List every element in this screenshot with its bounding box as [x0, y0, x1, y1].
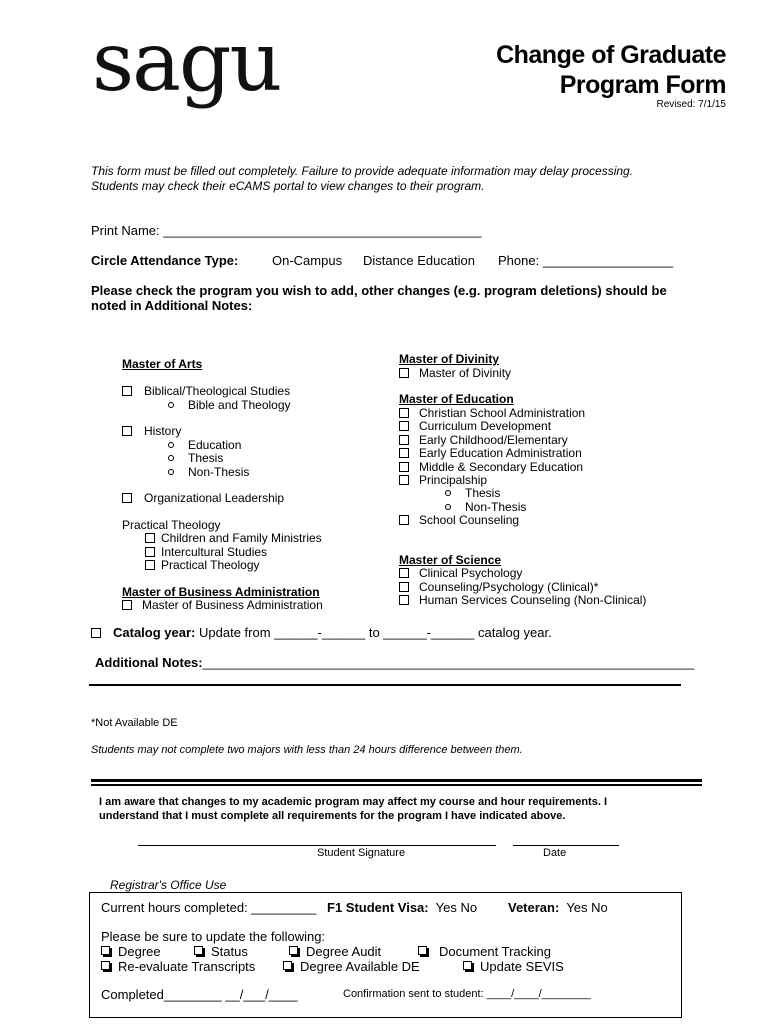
- circle-bullet-icon: [168, 402, 174, 408]
- update-status[interactable]: Status: [194, 944, 248, 959]
- checkbox-icon[interactable]: [399, 595, 409, 605]
- update-document-tracking[interactable]: Document Tracking: [418, 944, 551, 959]
- checkbox-icon[interactable]: [289, 946, 298, 955]
- update-degree-audit[interactable]: Degree Audit: [289, 944, 381, 959]
- option-school-counseling[interactable]: School Counseling: [399, 513, 519, 527]
- option-children-family[interactable]: Children and Family Ministries: [145, 531, 322, 545]
- confirmation-field[interactable]: Confirmation sent to student: ____/____/________: [343, 988, 591, 1000]
- checkbox-icon[interactable]: [463, 961, 472, 970]
- checkbox-icon[interactable]: [399, 515, 409, 525]
- circle-bullet-icon: [168, 442, 174, 448]
- print-name-field[interactable]: Print Name: ____________________________________________: [91, 223, 482, 238]
- mba-heading: Master of Business Administration: [122, 585, 320, 599]
- form-title-line2: Program Form: [559, 71, 726, 99]
- catalog-year-label: Catalog year:: [113, 625, 196, 640]
- date-line[interactable]: [513, 845, 619, 846]
- attendance-label: Circle Attendance Type:: [91, 253, 239, 268]
- f1-visa-field[interactable]: [327, 900, 477, 915]
- date-label: Date: [543, 847, 567, 859]
- registrars-office-heading: Registrar's Office Use: [110, 878, 227, 892]
- instructions-line1: Please check the program you wish to add, other changes (e.g. program deletions) should be: [91, 283, 667, 298]
- checkbox-icon[interactable]: [145, 560, 155, 570]
- master-of-divinity-heading: Master of Divinity: [399, 352, 500, 366]
- signature-line[interactable]: [138, 845, 496, 846]
- option-principalship[interactable]: Principalship: [399, 473, 487, 487]
- checkbox-icon[interactable]: [91, 628, 101, 638]
- attendance-on-campus[interactable]: On-Campus: [272, 253, 343, 268]
- option-mba[interactable]: Master of Business Administration: [122, 598, 323, 612]
- option-human-services[interactable]: Human Services Counseling (Non-Clinical): [399, 593, 646, 607]
- checkbox-icon[interactable]: [145, 533, 155, 543]
- checkbox-icon[interactable]: [399, 435, 409, 445]
- sub-history-non-thesis: Non-Thesis: [168, 465, 249, 479]
- master-of-education-heading: Master of Education: [399, 392, 514, 406]
- checkbox-icon[interactable]: [418, 946, 427, 955]
- revised-date: Revised: 7/1/15: [656, 99, 726, 110]
- sub-principalship-non-thesis: Non-Thesis: [445, 500, 526, 514]
- checkbox-icon[interactable]: [122, 600, 132, 610]
- sub-history-thesis: Thesis: [168, 451, 223, 465]
- option-practical-theology[interactable]: Practical Theology: [145, 558, 260, 572]
- veteran-field[interactable]: [508, 900, 608, 915]
- additional-notes-line[interactable]: ____________________________________________________________________: [202, 655, 695, 670]
- sub-history-education: Education: [168, 438, 241, 452]
- option-curriculum[interactable]: Curriculum Development: [399, 419, 551, 433]
- footnote-not-available-de: *Not Available DE: [91, 717, 178, 729]
- acknowledgement-line2: understand that I must complete all requirements for the program I have indicated above.: [99, 810, 566, 822]
- checkbox-icon[interactable]: [399, 462, 409, 472]
- circle-bullet-icon: [168, 469, 174, 475]
- acknowledgement-line1: I am aware that changes to my academic program may affect my course and hour requirements. I: [99, 796, 608, 808]
- update-degree[interactable]: Degree: [101, 944, 161, 959]
- form-title-line1: Change of Graduate: [496, 41, 726, 69]
- option-early-childhood[interactable]: Early Childhood/Elementary: [399, 433, 568, 447]
- circle-bullet-icon: [168, 455, 174, 461]
- sub-bible-theology: Bible and Theology: [168, 398, 291, 412]
- practical-theology-heading: Practical Theology: [122, 518, 221, 532]
- student-signature-label: Student Signature: [317, 847, 406, 859]
- option-clinical-psych[interactable]: Clinical Psychology: [399, 566, 522, 580]
- option-intercultural[interactable]: Intercultural Studies: [145, 545, 267, 559]
- circle-bullet-icon: [445, 504, 451, 510]
- current-hours-field[interactable]: Current hours completed: _________: [101, 900, 317, 915]
- sub-principalship-thesis: Thesis: [445, 486, 500, 500]
- option-christian-school[interactable]: Christian School Administration: [399, 406, 585, 420]
- checkbox-icon[interactable]: [399, 582, 409, 592]
- phone-field[interactable]: Phone: __________________: [498, 253, 673, 268]
- catalog-year-row[interactable]: [91, 625, 552, 640]
- update-reevaluate-transcripts[interactable]: Re-evaluate Transcripts: [101, 959, 255, 974]
- veteran-label: Veteran:: [508, 900, 560, 915]
- option-middle-secondary[interactable]: Middle & Secondary Education: [399, 460, 583, 474]
- veteran-options[interactable]: Yes No: [566, 900, 608, 915]
- update-prompt: Please be sure to update the following:: [101, 929, 326, 944]
- checkbox-icon[interactable]: [399, 475, 409, 485]
- option-history[interactable]: History: [122, 424, 181, 438]
- update-degree-available-de[interactable]: Degree Available DE: [283, 959, 420, 974]
- additional-notes-row[interactable]: [95, 655, 694, 670]
- f1-visa-label: F1 Student Visa:: [327, 900, 429, 915]
- checkbox-icon[interactable]: [122, 493, 132, 503]
- instructions-line2: noted in Additional Notes:: [91, 298, 253, 313]
- additional-notes-label: Additional Notes:: [95, 655, 203, 670]
- checkbox-icon[interactable]: [399, 421, 409, 431]
- option-counseling-psych[interactable]: Counseling/Psychology (Clinical)*: [399, 580, 598, 594]
- checkbox-icon[interactable]: [399, 408, 409, 418]
- checkbox-icon[interactable]: [101, 961, 110, 970]
- footnote-two-majors: Students may not complete two majors with less than 24 hours difference between them.: [91, 744, 523, 756]
- checkbox-icon[interactable]: [399, 448, 409, 458]
- checkbox-icon[interactable]: [122, 386, 132, 396]
- catalog-year-text: Update from ______-______ to ______-______ catalog year.: [199, 625, 552, 640]
- circle-bullet-icon: [445, 490, 451, 496]
- intro-line1: This form must be filled out completely. Failure to provide adequate information may delay processing.: [91, 164, 634, 178]
- f1-visa-options[interactable]: Yes No: [435, 900, 478, 915]
- master-of-science-heading: Master of Science: [399, 553, 502, 567]
- section-divider-top: [91, 779, 702, 782]
- checkbox-icon[interactable]: [194, 946, 203, 955]
- checkbox-icon[interactable]: [399, 368, 409, 378]
- option-biblical-theological[interactable]: Biblical/Theological Studies: [122, 384, 290, 398]
- checkbox-icon[interactable]: [101, 946, 110, 955]
- checkbox-icon[interactable]: [399, 568, 409, 578]
- attendance-distance-education[interactable]: Distance Education: [363, 253, 476, 268]
- sagu-logo: sagu: [92, 15, 281, 110]
- option-divinity[interactable]: Master of Divinity: [399, 366, 511, 380]
- checkbox-icon[interactable]: [283, 961, 292, 970]
- option-early-ed-admin[interactable]: Early Education Administration: [399, 446, 582, 460]
- checkbox-icon[interactable]: [145, 547, 155, 557]
- option-organizational-leadership[interactable]: Organizational Leadership: [122, 491, 284, 505]
- master-of-arts-heading: Master of Arts: [122, 357, 203, 371]
- intro-line2: Students may check their eCAMS portal to view changes to their program.: [91, 179, 485, 193]
- completed-field[interactable]: Completed________ __/___/____: [101, 987, 298, 1002]
- section-divider-bottom: [91, 784, 702, 786]
- update-sevis[interactable]: Update SEVIS: [463, 959, 564, 974]
- notes-divider: [89, 684, 681, 686]
- checkbox-icon[interactable]: [122, 426, 132, 436]
